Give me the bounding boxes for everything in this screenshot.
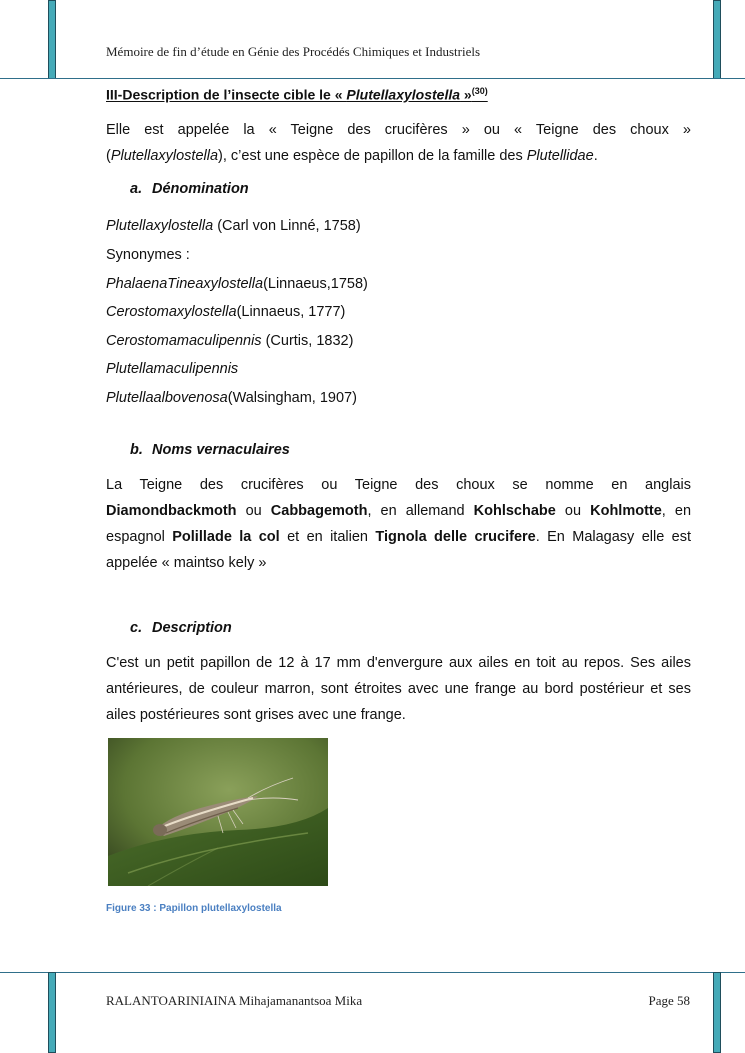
section-title-ref: (30) — [471, 86, 488, 96]
section-title-prefix: III-Description de l’insecte cible le « — [106, 86, 347, 103]
synonym-item: Cerostomamaculipennis (Curtis, 1832) — [106, 333, 354, 349]
description-paragraph — [106, 650, 691, 728]
description-line-1: C'est un petit papillon de 12 à 17 mm d'envergure aux ailes en toit au repos. Ses ailes — [106, 655, 691, 671]
synonym-item: PhalaenaTineaxylostella(Linnaeus,1758) — [106, 276, 368, 292]
section-title-suffix: » — [460, 86, 472, 103]
header-title: Mémoire de fin d’étude en Génie des Procédés Chimiques et Industriels — [106, 44, 481, 59]
main-name-line: Plutellaxylostella (Carl von Linné, 1758) — [106, 218, 361, 234]
vernacular-line-3: espagnol Polillade la col et en italien Tignola delle crucifere. En Malagasy elle est — [106, 529, 691, 545]
synonym-item: Plutellaalbovenosa(Walsingham, 1907) — [106, 390, 357, 406]
heading-denomination: a. Dénomination — [130, 181, 249, 197]
header-left-bar — [48, 0, 56, 79]
section-title-species: Plutellaxylostella — [346, 86, 461, 103]
synonym-item: Plutellamaculipennis — [106, 361, 239, 377]
section-title — [106, 86, 488, 103]
vernacular-line-1: La Teigne des crucifères ou Teigne des choux se nomme en anglais — [106, 477, 691, 493]
intro-paragraph — [106, 117, 691, 169]
description-line-3: ailes postérieures sont grises avec une frange. — [106, 707, 406, 723]
heading-description: c. Description — [130, 620, 232, 636]
intro-line-1: Elle est appelée la « Teigne des crucifères » ou « Teigne des choux » — [106, 122, 691, 138]
intro-species: Plutellaxylostella — [110, 148, 219, 164]
moth-illustration — [108, 738, 328, 886]
vernacular-paragraph — [106, 472, 691, 576]
moth-photo — [108, 738, 328, 886]
footer-author: RALANTOARINIAINA Mihajamanantsoa Mika — [106, 993, 363, 1008]
footer-left-bar — [48, 972, 56, 1053]
footer-right-bar — [713, 972, 721, 1053]
footer-rule — [0, 972, 745, 973]
header-rule — [0, 78, 745, 79]
description-line-2: antérieures, de couleur marron, sont étroites avec une frange au bord postérieur et ses — [106, 681, 691, 697]
header-right-bar — [713, 0, 721, 79]
synonyms-label: Synonymes : — [106, 247, 190, 263]
intro-line-2: (Plutellaxylostella), c’est une espèce de papillon de la famille des Plutellidae. — [106, 148, 598, 164]
heading-vernacular: b. Noms vernaculaires — [130, 442, 290, 458]
synonym-item: Cerostomaxylostella(Linnaeus, 1777) — [106, 304, 346, 320]
intro-family: Plutellidae — [526, 148, 594, 164]
vernacular-line-4: appelée « maintso kely » — [106, 555, 267, 571]
figure-caption: Figure 33 : Papillon plutellaxylostella — [106, 903, 282, 914]
vernacular-line-2: Diamondbackmoth ou Cabbagemoth, en allemand Kohlschabe ou Kohlmotte, en — [106, 503, 692, 519]
page-number: Page 58 — [648, 993, 690, 1008]
